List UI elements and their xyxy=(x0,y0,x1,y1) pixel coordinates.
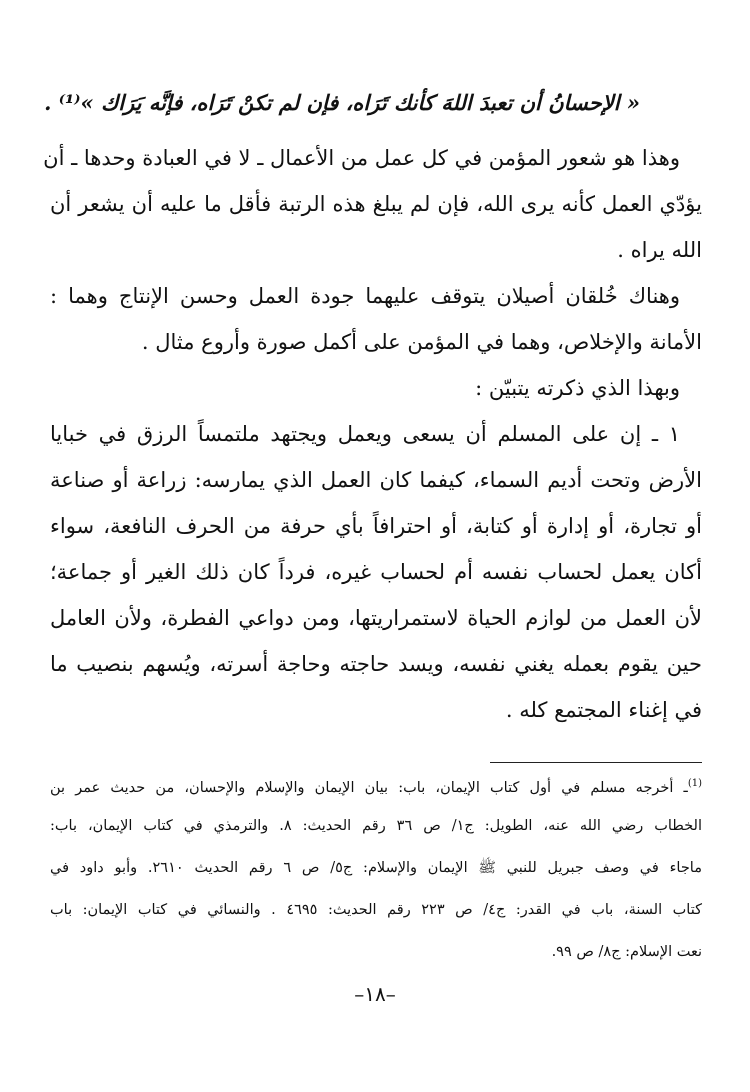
footnote-line-1 xyxy=(50,770,702,802)
footnote-marker: (1) xyxy=(687,778,702,789)
body-line-11: لأن العمل من لوازم الحياة لاستمراريتها، ومن دواعي الفطرة، ولأن العامل xyxy=(50,606,702,630)
body-line-7: ١ ـ إن على المسلم أن يسعى ويعمل ويجتهد ملتمساً الرزق في خبايا xyxy=(50,422,680,446)
body-line-1: وهذا هو شعور المؤمن في كل عمل من الأعمال ـ لا في العبادة وحدها ـ أن xyxy=(43,146,680,170)
body-line-9: أو تجارة، أو إدارة أو كتابة، أو احترافاً بأي حرفة من الحرف النافعة، سواء xyxy=(50,514,702,538)
body-line-6: وبهذا الذي ذكرته يتبيّن : xyxy=(475,376,680,400)
footnote-line-5: نعت الإسلام: ج٨/ ص ٩٩. xyxy=(551,944,702,960)
body-line-8: الأرض وتحت أديم السماء، كيفما كان العمل الذي يمارسه: زراعة أو صناعة xyxy=(50,468,702,492)
footnote-line-1-text: ـ أخرجه مسلم في أول كتاب الإيمان، باب: بيان الإيمان والإسلام والإحسان، من حديث عمر بن xyxy=(50,779,688,796)
body-line-2: يؤدّي العمل كأنه يرى الله، فإن لم يبلغ هذه الرتبة فأقل ما عليه أن يشعر أن xyxy=(50,192,702,216)
hadith-quote: « الإحسانُ أن تعبدَ اللهَ كأنك تَرَاه، فإن لم تكنْ تَرَاه، فإنَّه يَرَاك »⁽¹⁾ . xyxy=(44,90,640,115)
body-line-12: حين يقوم بعمله يغني نفسه، ويسد حاجته وحاجة أسرته، ويُسهم بنصيب ما xyxy=(50,652,702,676)
body-line-10: أكان يعمل لحساب نفسه أم لحساب غيره، فرداً كان ذلك الغير أو جماعة؛ xyxy=(50,560,702,584)
body-line-13: في إغناء المجتمع كله . xyxy=(505,698,702,722)
footnote-line-3: ماجاء في وصف جبريل للنبي ﷺ الإيمان والإسلام: ج٥/ ص ٦ رقم الحديث ٢٦١٠. وأبو داود في xyxy=(50,860,702,876)
footnote-line-2: الخطاب رضي الله عنه، الطويل: ج١/ ص ٣٦ رقم الحديث: ٨. والترمذي في كتاب الإيمان، باب: xyxy=(50,818,702,834)
footnote-line-4: كتاب السنة، باب في القدر: ج٤/ ص ٢٢٣ رقم الحديث: ٤٦٩٥ . والنسائي في كتاب الإيمان: باب xyxy=(50,902,702,918)
body-line-3: الله يراه . xyxy=(617,238,702,262)
footnote-divider xyxy=(490,762,702,763)
body-line-4: وهناك خُلقان أصيلان يتوقف عليهما جودة العمل وحسن الإنتاج وهما : xyxy=(50,284,680,308)
page-number: –١٨– xyxy=(354,982,396,1006)
body-line-5: الأمانة والإخلاص، وهما في المؤمن على أكمل صورة وأروع مثال . xyxy=(141,330,702,354)
